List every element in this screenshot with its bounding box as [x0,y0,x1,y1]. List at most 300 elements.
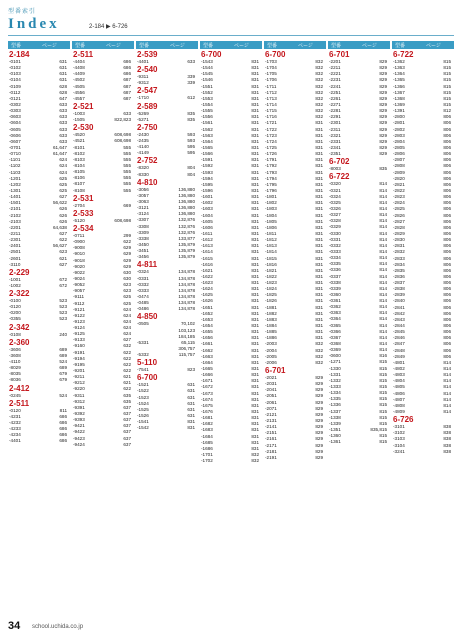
model-number: -9421 [73,423,85,429]
model-number: -1621 [201,267,213,273]
page-ref: 831 [251,439,259,445]
model-number: -9124 [73,325,85,331]
model-number: -1524 [137,400,149,406]
page-ref: 831 [251,304,259,310]
model-number: -9392 [73,411,85,417]
page-ref: 831 [315,280,323,286]
model-number: -2844 [393,323,405,329]
page-ref: 831 [315,144,323,150]
page-ref: 806 [443,132,451,138]
model-number: -3309 [137,229,149,235]
model-number: -2843 [393,316,405,322]
model-number: -8029 [9,365,21,371]
page-ref: 135,879 [178,241,195,247]
model-number: -1711 [265,83,277,89]
model-number: -0104 [9,77,21,83]
series-heading: 6-722 [393,50,414,59]
column-header-page: ページ [42,42,57,49]
model-number: -2103 [9,218,21,224]
page-ref: 831 [251,65,259,71]
page-ref: 831 [251,280,259,286]
model-number: -1825 [265,292,277,298]
model-number: -4502 [73,77,85,83]
model-number: -1704 [265,65,277,71]
page-ref: 831 [251,310,259,316]
model-number: -2341 [329,144,341,150]
model-number: -1815 [265,255,277,261]
model-number: -9121 [73,306,85,312]
page-ref: 622 [123,361,131,367]
model-number: -1271 [329,359,341,365]
page-ref: 623 [59,249,67,255]
page-ref: 804 [187,165,195,171]
page-ref: 814 [379,347,387,353]
page-ref: 625 [59,181,67,187]
model-number: -1605 [201,218,213,224]
model-number: -1796 [265,187,277,193]
page-ref: 64,638 [52,224,67,230]
model-number: -9020 [73,263,85,269]
model-number: -3103 [393,436,405,442]
model-number: -3451 [137,248,149,254]
page-ref: 832 [251,458,259,464]
model-number: -9201 [73,368,85,374]
footer-url[interactable]: school.uchida.co.jp [32,624,84,630]
model-number: -2102 [9,212,21,218]
page-ref: 831 [251,59,259,64]
page-ref: 814 [443,372,451,378]
page-ref: 831 [315,273,323,279]
page-ref: 593 [187,137,195,143]
model-number: -1616 [201,261,213,267]
page-ref: 831 [315,169,323,175]
page-number: 34 [8,620,21,632]
model-number: -2820 [393,175,405,181]
page-ref: 686 [59,432,67,438]
page-ref: 829 [315,424,323,430]
page-ref: 56,627 [52,243,67,249]
series-heading: 6-700 [265,50,286,59]
page-ref: 629 [123,263,131,269]
page-ref: 831 [251,114,259,120]
page-ref: 831 [251,384,259,390]
model-number: -0100 [9,298,21,304]
page-ref: 633 [59,114,67,120]
page-ref: 831 [251,249,259,255]
page-ref: 806 [443,292,451,298]
page-ref: 134,878 [178,269,195,275]
page-ref: 831 [315,187,323,193]
model-number: -1682 [201,421,213,427]
model-number: -1625 [201,292,213,298]
page-ref: 555 [123,150,131,156]
page-ref: 832 [315,95,323,101]
page-ref: 132,876 [178,223,195,229]
page-ref: 132,876 [178,217,195,223]
header-divider [8,35,454,36]
model-number: -2271 [329,101,341,107]
model-number: -2211 [9,230,21,236]
model-number: -1351 [329,427,341,433]
model-number: -1542 [137,425,149,431]
page-ref: 831 [251,445,259,451]
page-ref: 633 [59,138,67,144]
model-number: -0364 [329,316,341,322]
model-number: -1615 [201,255,213,261]
page-ref: 806 [443,280,451,286]
model-number: -2822 [393,187,405,193]
model-number: -2201 [9,224,21,230]
model-number: -4806 [393,390,405,396]
model-number: -3338 [137,235,149,241]
model-number: -2331 [329,138,341,144]
column-header-model: 型番 [331,42,342,49]
model-number: -9122 [73,312,85,318]
model-number: -3606 [9,346,21,352]
page-ref: 103,123 [178,327,195,333]
model-number: -2171 [265,442,277,448]
page-ref: 815 [443,101,451,107]
model-number: -2807 [393,157,405,163]
model-number: -1561 [201,120,213,126]
model-number: -1543 [201,59,213,64]
model-number: -2351 [329,151,341,157]
model-number: -1624 [201,286,213,292]
page-ref: 829 [379,151,387,157]
page-ref: 814 [443,390,451,396]
page-ref: 806 [443,212,451,218]
model-number: -0606 [9,132,21,138]
model-number: -1337 [329,408,341,414]
model-number: -1602 [201,200,213,206]
column-header [72,41,134,49]
model-number: -9010 [73,251,85,257]
model-number: -1364 [393,71,405,77]
page-ref: 136,880 [178,192,195,198]
model-number: -1521 [137,382,149,388]
page-ref: 672 [59,276,67,282]
page-ref: 829 [315,436,323,442]
model-number: -1884 [265,323,277,329]
page-ref: 339 [187,74,195,80]
model-number: -0605 [9,126,21,132]
page-ref: 814 [379,298,387,304]
model-number: -2704 [73,202,85,208]
model-number: -1821 [265,267,277,273]
page-ref: 832 [315,65,323,71]
model-number: -8105 [73,169,85,175]
page-ref: 832 [315,341,323,347]
model-number: -0355 [9,316,21,322]
model-number: -1401 [9,194,21,200]
model-number: -4231 [9,413,21,419]
model-number: -2041 [265,387,277,393]
model-number: -8101 [73,144,85,150]
page-ref: 624 [123,312,131,318]
model-number: -2430 [137,131,149,137]
page-ref: 832 [315,89,323,95]
series-heading: 2-752 [137,156,158,166]
page-ref: 831 [251,224,259,230]
page-ref: 524 [59,392,67,398]
model-number: -8035 [9,371,21,377]
model-number: -9018 [73,257,85,263]
model-number: -2251 [329,89,341,95]
model-number: -1886 [265,335,277,341]
model-number: -9211 [73,374,85,380]
column-header-model: 型番 [395,42,406,49]
page-ref: 132,876 [178,229,195,235]
model-number: -2311 [329,126,341,132]
model-number: -1662 [201,347,213,353]
model-number: -1201 [9,175,21,181]
page-ref: 631 [187,394,195,400]
model-number: -3456 [137,254,149,260]
model-number: -2832 [393,249,405,255]
page-ref: 806 [443,249,451,255]
model-number: -9160 [73,343,85,349]
page-ref: 815 [379,390,387,396]
page-ref: 815 [443,77,451,83]
series-heading: 2-184 [9,50,30,59]
page-ref: 838 [443,424,451,430]
page-ref: 831 [251,144,259,150]
model-number: -2191 [265,454,277,460]
page-ref: 831 [315,316,323,322]
model-number: -1103 [9,169,21,175]
model-number: -2846 [393,335,405,341]
page-ref: 831 [251,378,259,384]
model-number: -2848 [393,347,405,353]
page-ref: 814 [379,199,387,205]
model-number: -2824 [393,200,405,206]
page-ref: 637 [123,411,131,417]
page-ref: 806 [443,237,451,243]
page-ref: 831 [251,316,259,322]
page-ref: 814 [443,402,451,408]
model-number: -1656 [201,335,213,341]
page-ref: 632 [123,343,131,349]
page-ref: 831 [251,415,259,421]
page-ref: 838 [443,430,451,436]
page-ref: 814 [379,267,387,273]
model-number: -1556 [201,114,213,120]
model-number: -1563 [201,132,213,138]
model-number: -2601 [9,255,21,261]
model-number: -1522 [137,388,149,394]
model-number: -1601 [201,194,213,200]
page-ref: 806 [443,181,451,187]
model-number: -1712 [265,89,277,95]
page-ref: 832 [315,59,323,64]
page-ref: 831 [251,138,259,144]
series-heading: 2-540 [137,65,158,75]
model-number: -1101 [9,157,21,163]
page-ref: 831 [315,224,323,230]
column-header-model: 型番 [11,42,22,49]
series-heading: 6-726 [393,415,414,425]
model-number: -1721 [265,120,277,126]
model-number: -2840 [393,298,405,304]
series-heading: 2-511 [9,398,30,408]
model-number: -9311 [137,74,149,80]
page-ref: 829 [315,454,323,460]
model-number: -0324 [329,193,341,199]
model-number: -0701 [9,144,21,150]
model-number: -1369 [393,101,405,107]
series-heading: 6-702 [329,157,350,167]
page-ref: 806 [443,261,451,267]
page-ref: 626 [59,206,67,212]
model-number: -0327 [329,212,341,218]
model-number: -2003 [265,341,277,347]
page-ref: 806 [443,286,451,292]
model-number: -1595 [201,181,213,187]
page-ref: 831 [315,138,323,144]
model-number: -8108 [73,187,85,193]
page-ref: 806 [443,230,451,236]
page-ref: 623 [123,288,131,294]
page-ref: 829 [379,83,387,89]
page-ref: 806 [443,175,451,181]
column-header-page: ページ [426,42,441,49]
model-number: -0326 [329,205,341,211]
model-number: -8106 [73,175,85,181]
model-number: -2301 [9,237,21,243]
model-number: -1526 [137,413,149,419]
page-ref: 814 [379,279,387,285]
page-ref: 631 [59,71,67,77]
page-ref: 829 [315,418,323,424]
page-ref: 806 [443,341,451,347]
page-ref: 806 [443,120,451,126]
page-ref: 621 [123,380,131,386]
model-number: -1525 [137,406,149,412]
model-number: -4556 [73,89,85,95]
page-ref: 595 [187,150,195,156]
page-ref: 814 [443,366,451,372]
model-number: -2141 [265,424,277,430]
model-number: -0361 [329,298,341,304]
page-ref: 831 [251,329,259,335]
model-number: -0362 [329,304,341,310]
model-number: -5120 [73,217,85,223]
model-number: -1666 [201,372,213,378]
model-number: -1792 [265,163,277,169]
model-number: -0485 [137,300,149,306]
page-ref: 829 [315,442,323,448]
page-ref: 829 [379,114,387,120]
page-ref: 832 [315,77,323,83]
model-number: -1505 [73,117,85,123]
model-number: -1724 [265,138,277,144]
model-number: -2833 [393,255,405,261]
model-number: -0331 [329,236,341,242]
model-number: -2031 [265,381,277,387]
page-ref: 631 [187,406,195,412]
model-number: -1703 [265,59,277,64]
page-ref: 814 [379,255,387,261]
page-ref: 635 [123,392,131,398]
page-ref: 523 [59,316,67,322]
model-number: -3101 [393,424,405,430]
page-ref: 555 [123,181,131,187]
model-number: -1611 [201,230,213,236]
page-ref: 633 [59,132,67,138]
series-heading: 2-229 [9,267,30,277]
model-number: -9057 [73,288,85,294]
model-number: -1725 [265,144,277,150]
page-ref: 637 [123,404,131,410]
page-ref: 814 [379,316,387,322]
model-number: -1822 [265,273,277,279]
model-number: -1802 [265,200,277,206]
model-number: -9111 [73,294,85,300]
page-ref: 637 [123,417,131,423]
page-ref: 608,698 [114,217,131,223]
page-ref: 814 [443,359,451,365]
model-number: -1801 [265,194,277,200]
model-number: -1551 [201,83,213,89]
model-number: -2830 [393,237,405,243]
page-ref: 831 [315,163,323,169]
model-number: -8104 [73,162,85,168]
page-ref: 622 [123,386,131,392]
model-number: -1882 [265,310,277,316]
model-number: -2121 [265,411,277,417]
series-heading: 4-810 [137,177,158,187]
model-number: -4409 [73,71,85,77]
model-number: -1552 [201,89,213,95]
page-ref: 829 [379,95,387,101]
page-ref: 70,102 [180,321,195,327]
index-row [200,458,262,464]
model-number: -0337 [329,273,341,279]
model-number: -9423 [73,435,85,441]
page-ref: 831 [251,206,259,212]
series-heading: 2-322 [9,289,30,299]
column-header [8,41,70,49]
model-number: -2828 [393,224,405,230]
page-ref: 814 [379,212,387,218]
page-ref: 838 [443,448,451,454]
page-ref: 622 [123,349,131,355]
page-ref: 831 [251,402,259,408]
column-header [136,41,198,49]
page-ref: 814 [379,230,387,236]
model-number: -0607 [9,138,21,144]
model-number: -1715 [265,108,277,114]
page-ref: 687 [123,89,131,95]
page-ref: 831 [251,200,259,206]
model-number: -0320 [329,181,341,187]
page-ref: 812 [443,108,451,114]
page-ref: 831 [315,237,323,243]
page-ref: 832 [315,359,323,365]
page-ref: 633 [59,120,67,126]
model-number: -1811 [265,230,277,236]
page-ref: 822,823 [114,117,131,123]
model-number: -4149 [137,150,149,156]
model-number: -1673 [201,390,213,396]
page-ref: 815 [379,439,387,445]
page-ref: 679 [59,371,67,377]
page-ref: 623 [123,282,131,288]
page-ref: 624 [59,157,67,163]
index-column [136,41,198,464]
model-number: -0486 [137,306,149,312]
model-number: -1713 [265,95,277,101]
